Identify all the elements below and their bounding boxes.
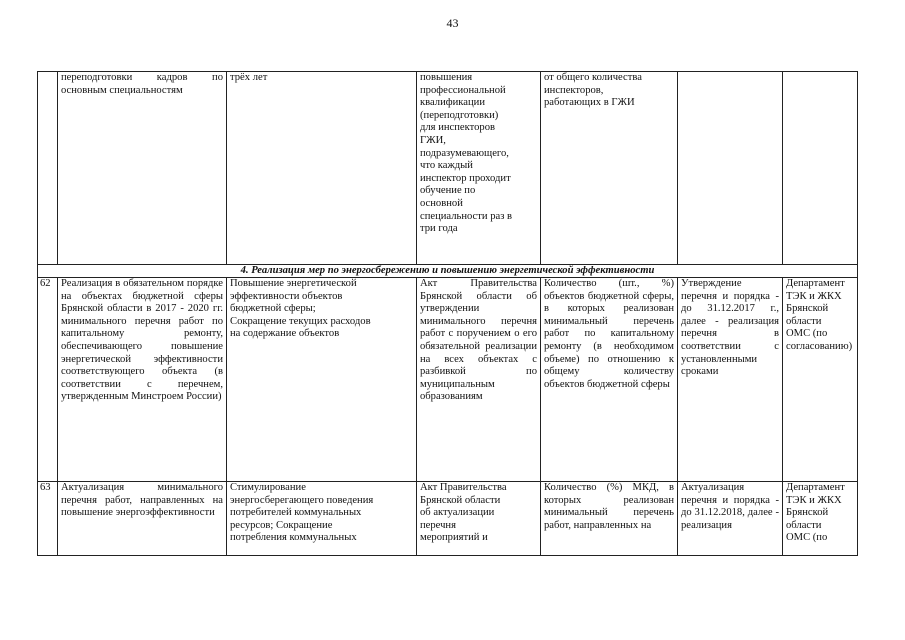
deadline-cell [678, 72, 783, 265]
row-number-cell [38, 72, 58, 265]
section-title: 4. Реализация мер по энергосбережению и повышению энергетической эффективности [38, 265, 858, 278]
row-number-cell: 62 [38, 278, 58, 482]
page-number: 43 [446, 16, 459, 30]
measure-cell: переподготовки кадров по основным специальностям [58, 72, 227, 265]
responsible-cell [783, 72, 858, 265]
table-row-62 [38, 278, 858, 482]
result-cell: Повышение энергетической эффективности объектов бюджетной сферы; Сокращение текущих расходов на содержание объектов [227, 278, 417, 482]
row-number-cell: 63 [38, 482, 58, 556]
document-cell: Акт Правительства Брянской области об актуализации перечня мероприятий и [417, 482, 541, 556]
table-row-continued [38, 72, 858, 265]
deadline-cell: Утверждение перечня и порядка - до 31.12.2017 г., далее - реализация перечня в соответствии с установленными сроками [678, 278, 783, 482]
responsible-cell: Департамент ТЭК и ЖКХ Брянской области ОМС (по [783, 482, 858, 556]
document-cell: Акт Правительства Брянской области об утверждении минимального перечня работ с поручением о его обязательной реализации на всех объектах с разбивкой по муниципальным образованиям [417, 278, 541, 482]
deadline-cell: Актуализация перечня и порядка - до 31.12.2018, далее - реализация [678, 482, 783, 556]
responsible-cell: Департамент ТЭК и ЖКХ Брянской области ОМС (по согласованию) [783, 278, 858, 482]
indicator-cell: Количество (шт., %) объектов бюджетной сферы, в которых реализован минимальный перечень работ по капитальному ремонту (в необходимом объеме) по отношению к общему количеству объектов бюджетной сферы [541, 278, 678, 482]
indicator-cell: от общего количества инспекторов, работающих в ГЖИ [541, 72, 678, 265]
measure-cell: Реализация в обязательном порядке на объектах бюджетной сферы Брянской области в 2017 - 2020 гг. минимального перечня работ по капитальному ремонту, обеспечивающего повышение энергетической эффективности соответствующего объекта (в соответствии с перечнем, утвержденным Минстроем России) [58, 278, 227, 482]
measure-cell: Актуализация минимального перечня работ, направленных на повышение энергоэффективности [58, 482, 227, 556]
indicator-cell: Количество (%) МКД, в которых реализован минимальный перечень работ, направленных на [541, 482, 678, 556]
section-heading-row [38, 265, 858, 278]
result-cell: трёх лет [227, 72, 417, 265]
result-cell: Стимулирование энергосберегающего поведения потребителей коммунальных ресурсов; Сокращение потребления коммунальных [227, 482, 417, 556]
document-cell: повышения профессиональной квалификации (переподготовки) для инспекторов ГЖИ, подразумевающего, что каждый инспектор проходит обучение по основной специальности раз в три года [417, 72, 541, 265]
table-row-63 [38, 482, 858, 556]
measures-table [37, 71, 858, 556]
